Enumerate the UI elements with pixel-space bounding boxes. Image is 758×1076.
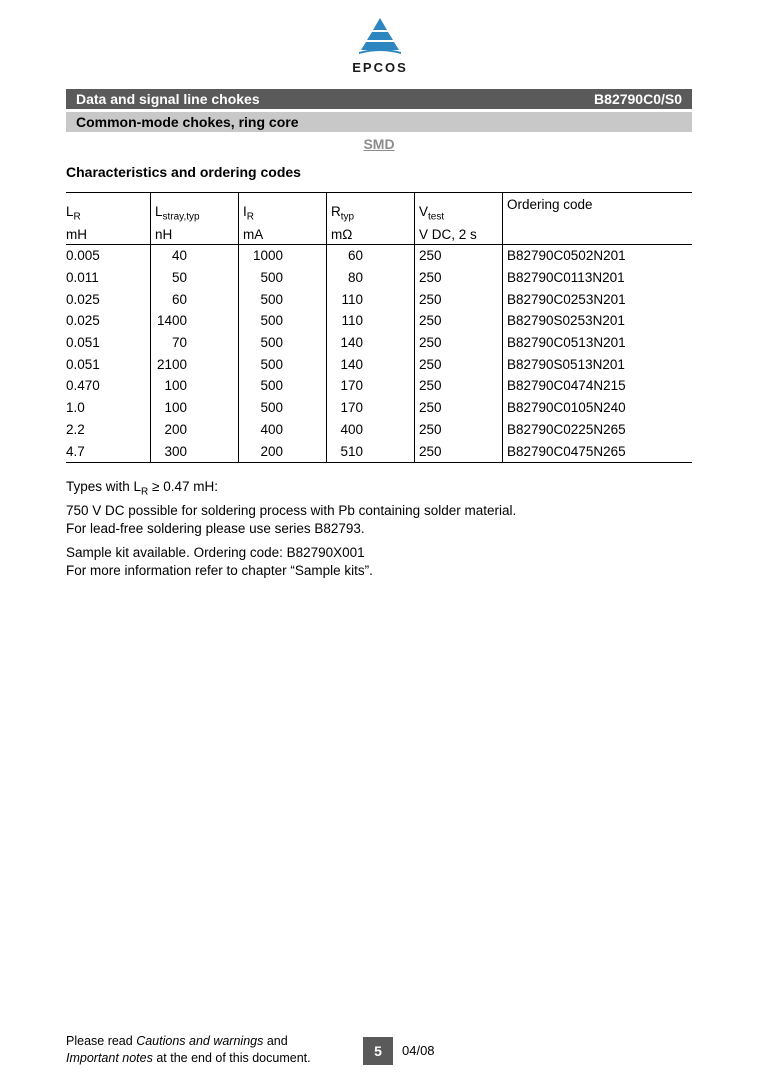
table-cell: 200 <box>239 440 327 462</box>
col-header: $R_{typ}$ <box>327 193 415 225</box>
note-line: For lead-free soldering please use series B82793. <box>66 520 365 536</box>
table-cell: 0.051 <box>66 335 100 351</box>
document-subtitle: Common-mode chokes, ring core <box>76 114 299 130</box>
epcos-logo <box>342 16 418 78</box>
table-cell: 500 <box>239 288 327 310</box>
table-cell: 250 <box>415 375 503 397</box>
table-row <box>66 332 692 354</box>
table-cell: 500 <box>239 267 327 289</box>
note-line: Sample kit available. Ordering code: B82790X001 <box>66 544 365 560</box>
col-unit: mH <box>66 226 87 242</box>
table-cell: B82790C0113N201 <box>503 267 693 289</box>
note-line: 750 V DC possible for soldering process with Pb containing solder material. <box>66 502 517 518</box>
part-number: B82790C0/S0 <box>594 91 682 107</box>
table-cell: 400 <box>239 419 327 441</box>
title-bar <box>66 89 692 109</box>
table-cell: 250 <box>415 267 503 289</box>
table-cell: 250 <box>415 353 503 375</box>
notes <box>66 478 516 580</box>
table-cell: 100 <box>151 397 239 419</box>
table-header-units <box>66 224 692 245</box>
col-unit: nH <box>151 224 239 245</box>
table-cell: 0.470 <box>66 378 100 394</box>
table-cell: 40 <box>151 245 239 267</box>
section-title: Characteristics and ordering codes <box>66 164 301 180</box>
table-cell: B82790C0475N265 <box>503 440 693 462</box>
table-cell: 500 <box>239 375 327 397</box>
table-cell: 500 <box>239 332 327 354</box>
table-cell: 60 <box>151 288 239 310</box>
table-cell: 300 <box>151 440 239 462</box>
table-cell: 140 <box>327 332 415 354</box>
table-row <box>66 353 692 375</box>
table-cell: 2.2 <box>66 421 85 437</box>
table-cell: B82790C0253N201 <box>503 288 693 310</box>
table-cell: 140 <box>327 353 415 375</box>
table-cell: 1400 <box>151 310 239 332</box>
table-cell: 500 <box>239 353 327 375</box>
table-cell: 100 <box>151 375 239 397</box>
col-header: Ordering code <box>503 193 693 225</box>
table-cell: B82790S0513N201 <box>503 353 693 375</box>
table-cell: B82790C0474N215 <box>503 375 693 397</box>
table-row <box>66 419 692 441</box>
col-header: $L_R$ <box>66 204 81 223</box>
epcos-logo-icon <box>357 16 403 58</box>
table-cell: 250 <box>415 397 503 419</box>
col-header: $L_{stray,typ}$ <box>151 193 239 225</box>
table-cell: 110 <box>327 288 415 310</box>
table-cell: 250 <box>415 440 503 462</box>
table-cell: 200 <box>151 419 239 441</box>
table-header-symbols <box>66 193 692 225</box>
characteristics-table <box>66 192 692 463</box>
table-cell: 1000 <box>239 245 327 267</box>
col-header: $V_{test}$ <box>415 193 503 225</box>
table-cell: 500 <box>239 310 327 332</box>
table-cell: B82790C0225N265 <box>503 419 693 441</box>
subtitle-bar <box>66 112 692 132</box>
table-cell: 500 <box>239 397 327 419</box>
table-cell: 0.011 <box>66 270 99 286</box>
table-row <box>66 310 692 332</box>
table-cell: 2100 <box>151 353 239 375</box>
table-cell: 0.005 <box>66 248 100 264</box>
document-date: 04/08 <box>402 1043 435 1058</box>
document-title: Data and signal line chokes <box>76 91 260 107</box>
footer-note: Please read Cautions and warnings and Important notes at the end of this document. <box>66 1034 311 1065</box>
note-line: For more information refer to chapter “Sample kits”. <box>66 562 373 578</box>
mount-type: SMD <box>363 136 395 152</box>
table-cell: B82790C0513N201 <box>503 332 693 354</box>
col-unit: V DC, 2 s <box>415 224 503 245</box>
table-cell: 60 <box>327 245 415 267</box>
table-cell: 250 <box>415 419 503 441</box>
table-cell: 0.025 <box>66 313 100 329</box>
table-cell: B82790C0105N240 <box>503 397 693 419</box>
table-cell: 510 <box>327 440 415 462</box>
table-cell: B82790C0502N201 <box>503 245 693 267</box>
table-row <box>66 375 692 397</box>
col-unit: mΩ <box>327 224 415 245</box>
col-unit: mA <box>239 224 327 245</box>
note-types: Types with $L_R \ge 0.47$ mH: <box>66 479 218 498</box>
table-cell: 250 <box>415 245 503 267</box>
table-cell: 250 <box>415 310 503 332</box>
table-row <box>66 440 692 462</box>
col-header: $I_R$ <box>239 193 327 225</box>
table-row <box>66 267 692 289</box>
table-row <box>66 288 692 310</box>
table-cell: 170 <box>327 397 415 419</box>
table-cell: 50 <box>151 267 239 289</box>
table-cell: 250 <box>415 288 503 310</box>
table-cell: 0.025 <box>66 291 100 307</box>
table-cell: 70 <box>151 332 239 354</box>
table-cell: 110 <box>327 310 415 332</box>
table-cell: 170 <box>327 375 415 397</box>
col-unit <box>503 224 693 245</box>
table-row <box>66 245 692 267</box>
table-cell: 400 <box>327 419 415 441</box>
brand-name: EPCOS <box>352 60 408 75</box>
table-cell: 250 <box>415 332 503 354</box>
table-cell: 0.051 <box>66 356 100 372</box>
table-cell: B82790S0253N201 <box>503 310 693 332</box>
page-number: 5 <box>363 1037 393 1065</box>
table-cell: 1.0 <box>66 400 85 416</box>
table-cell: 4.7 <box>66 443 85 459</box>
table-row <box>66 397 692 419</box>
table-cell: 80 <box>327 267 415 289</box>
